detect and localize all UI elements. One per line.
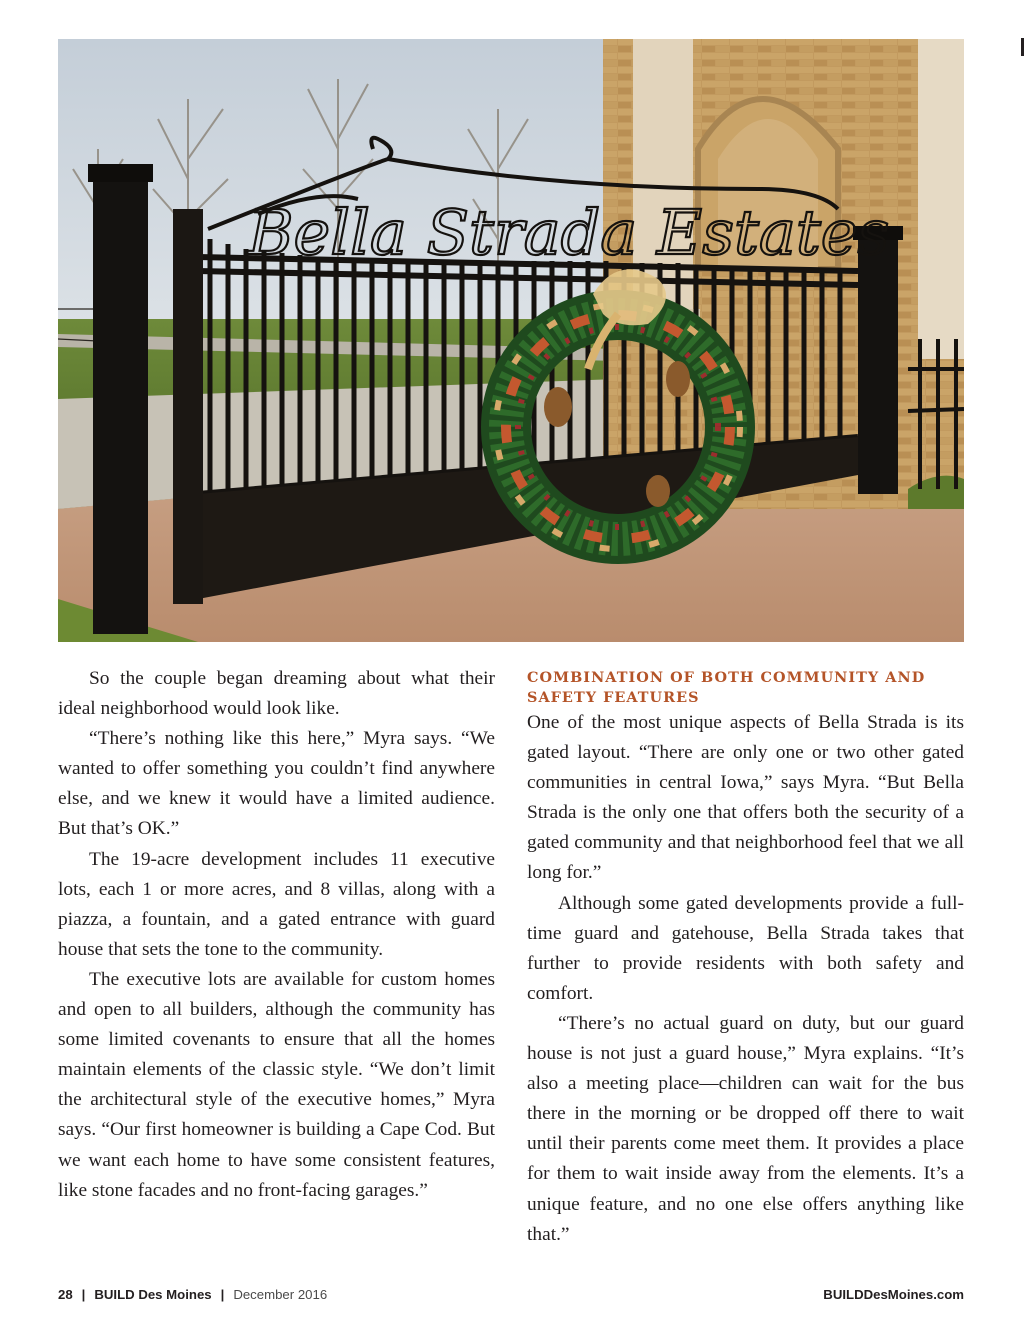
body-paragraph: So the couple began dreaming about what their ideal neighborhood would look like.	[58, 668, 495, 720]
right-column	[527, 664, 964, 1250]
page-footer	[58, 1287, 964, 1307]
left-column	[58, 664, 495, 1206]
body-paragraph: The 19-acre development includes 11 executive lots, each 1 or more acres, and 8 villas, along with a piazza, a fountain, and a gated entrance with guard house that sets the tone to the community.	[58, 848, 495, 960]
footer-separator: |	[81, 1287, 86, 1302]
page-number: 28	[58, 1287, 73, 1302]
body-paragraph: The executive lots are available for custom homes and open to all builders, although the community has some limited covenants to ensure that all the homes maintain elements of the classic style. “We don’t limit the architectural style of the executive homes,” Myra says. “Our first homeowner is building a Cape Cod. But we want each home to have some consistent features, like stone facades and no front-facing garages.”	[58, 968, 495, 1201]
body-paragraph: “There’s no actual guard on duty, but our guard house is not just a guard house,” Myra explains. “It’s also a meeting place—children can wait for the bus there in the morning or be dropped off there to wait until their parents come meet them. It provides a place for them to wait inside away from the elements. It’s a unique feature, and no one else offers anything like that.”	[527, 1012, 964, 1245]
website-link[interactable]: BUILDDesMoines.com	[823, 1287, 964, 1302]
body-paragraph: Although some gated developments provide a full-time guard and gatehouse, Bella Strada takes that further to provide residents with both safety and comfort.	[527, 892, 964, 1004]
footer-separator: |	[220, 1287, 225, 1302]
body-paragraph: “There’s nothing like this here,” Myra says. “We wanted to offer something you couldn’t find anywhere else, and we knew it would have a limited audience. But that’s OK.”	[58, 728, 495, 840]
section-heading: COMBINATION OF BOTH COMMUNITY AND SAFETY FEATURES	[527, 669, 926, 706]
footer-left	[58, 1287, 327, 1302]
publication-name: BUILD Des Moines	[94, 1287, 212, 1302]
issue-date: December 2016	[233, 1287, 328, 1302]
body-paragraph: One of the most unique aspects of Bella Strada is its gated layout. “There are only one or two other gated communities in central Iowa,” says Myra. “But Bella Strada is the only one that offers both the security of a gated community and that neighborhood feel that we all long for.”	[527, 712, 964, 884]
gate-wreath-photo	[58, 39, 964, 642]
gate-sign-text: Bella Strada Estates	[248, 196, 890, 269]
